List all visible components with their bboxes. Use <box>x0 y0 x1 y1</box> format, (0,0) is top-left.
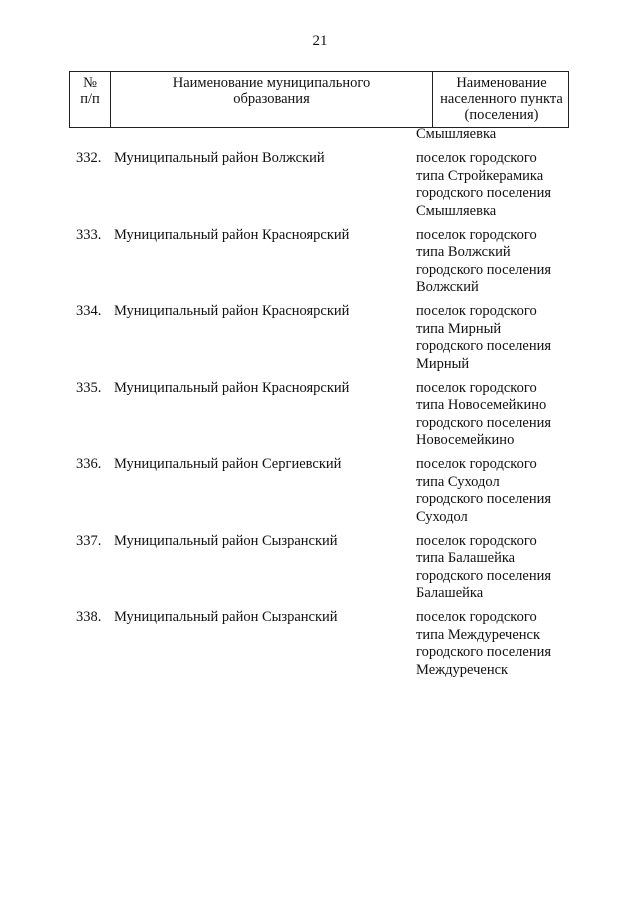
settlement-line: Смышляевка <box>416 202 497 219</box>
row-number: 332. <box>76 150 102 166</box>
row-number: 337. <box>76 532 102 549</box>
header-text: Наименование муниципального <box>172 75 371 91</box>
header-settlement-column <box>433 72 570 127</box>
settlement-line: Мирный <box>416 355 470 372</box>
settlement-line: типа Новосемейкино <box>416 397 547 413</box>
row-municipality: Муниципальный район Сергиевский <box>114 456 342 472</box>
settlement-line: Новосемейкино <box>416 432 515 448</box>
settlement-line: поселок городского <box>416 456 537 472</box>
table-header <box>69 71 569 128</box>
settlement-line: поселок городского <box>416 226 537 243</box>
row-municipality: Муниципальный район Красноярский <box>114 379 350 396</box>
row-settlement <box>416 609 576 679</box>
row-municipality: Муниципальный район Красноярский <box>114 226 350 243</box>
settlement-line: Волжский <box>416 279 479 295</box>
settlement-line: городского поселения <box>416 644 552 660</box>
row-number: 333. <box>76 226 102 243</box>
row-municipality: Муниципальный район Сызранский <box>114 609 338 625</box>
header-text: № <box>83 75 97 91</box>
header-text: Наименование <box>456 75 547 91</box>
settlement-line: типа Балашейка <box>416 550 516 566</box>
row-municipality: Муниципальный район Красноярский <box>114 303 350 319</box>
header-text: п/п <box>80 91 100 107</box>
header-text: населенного пункта <box>440 91 563 107</box>
row-number: 336. <box>76 456 102 472</box>
settlement-line: Междуреченск <box>416 661 509 678</box>
row-settlement <box>416 150 576 220</box>
settlement-line: городского поселения <box>416 338 552 354</box>
settlement-line: поселок городского <box>416 532 537 549</box>
settlement-line: типа Волжский <box>416 244 511 260</box>
settlement-line: поселок городского <box>416 379 537 396</box>
settlement-line: поселок городского <box>416 150 537 166</box>
row-settlement <box>416 456 576 526</box>
settlement-line: Балашейка <box>416 585 484 601</box>
settlement-line: городского поселения <box>416 414 552 431</box>
settlement-line: поселок городского <box>416 609 537 625</box>
settlement-line: городского поселения <box>416 261 552 278</box>
row-settlement <box>416 227 576 297</box>
settlement-line: типа Междуреченск <box>416 626 540 643</box>
continuation-text: Смышляевка <box>416 126 497 142</box>
settlement-line: городского поселения <box>416 185 552 201</box>
row-municipality: Муниципальный район Сызранский <box>114 532 338 549</box>
row-number: 338. <box>76 609 102 625</box>
row-settlement <box>416 533 576 603</box>
page-number: 21 <box>312 33 328 49</box>
row-settlement <box>416 380 576 450</box>
row-number: 334. <box>76 303 102 319</box>
row-municipality: Муниципальный район Волжский <box>114 150 325 166</box>
settlement-line: городского поселения <box>416 567 552 584</box>
header-text: (поселения) <box>464 107 539 123</box>
row-settlement <box>416 303 576 373</box>
header-municipality-column <box>111 72 433 127</box>
row-number: 335. <box>76 379 102 396</box>
settlement-line: городского поселения <box>416 491 552 507</box>
settlement-line: типа Мирный <box>416 320 502 337</box>
header-number-column <box>70 72 111 127</box>
header-text: образования <box>233 91 310 107</box>
settlement-line: Суходол <box>416 508 468 525</box>
settlement-line: типа Суходол <box>416 473 500 490</box>
settlement-line: типа Стройкерамика <box>416 167 544 184</box>
settlement-line: поселок городского <box>416 303 537 319</box>
